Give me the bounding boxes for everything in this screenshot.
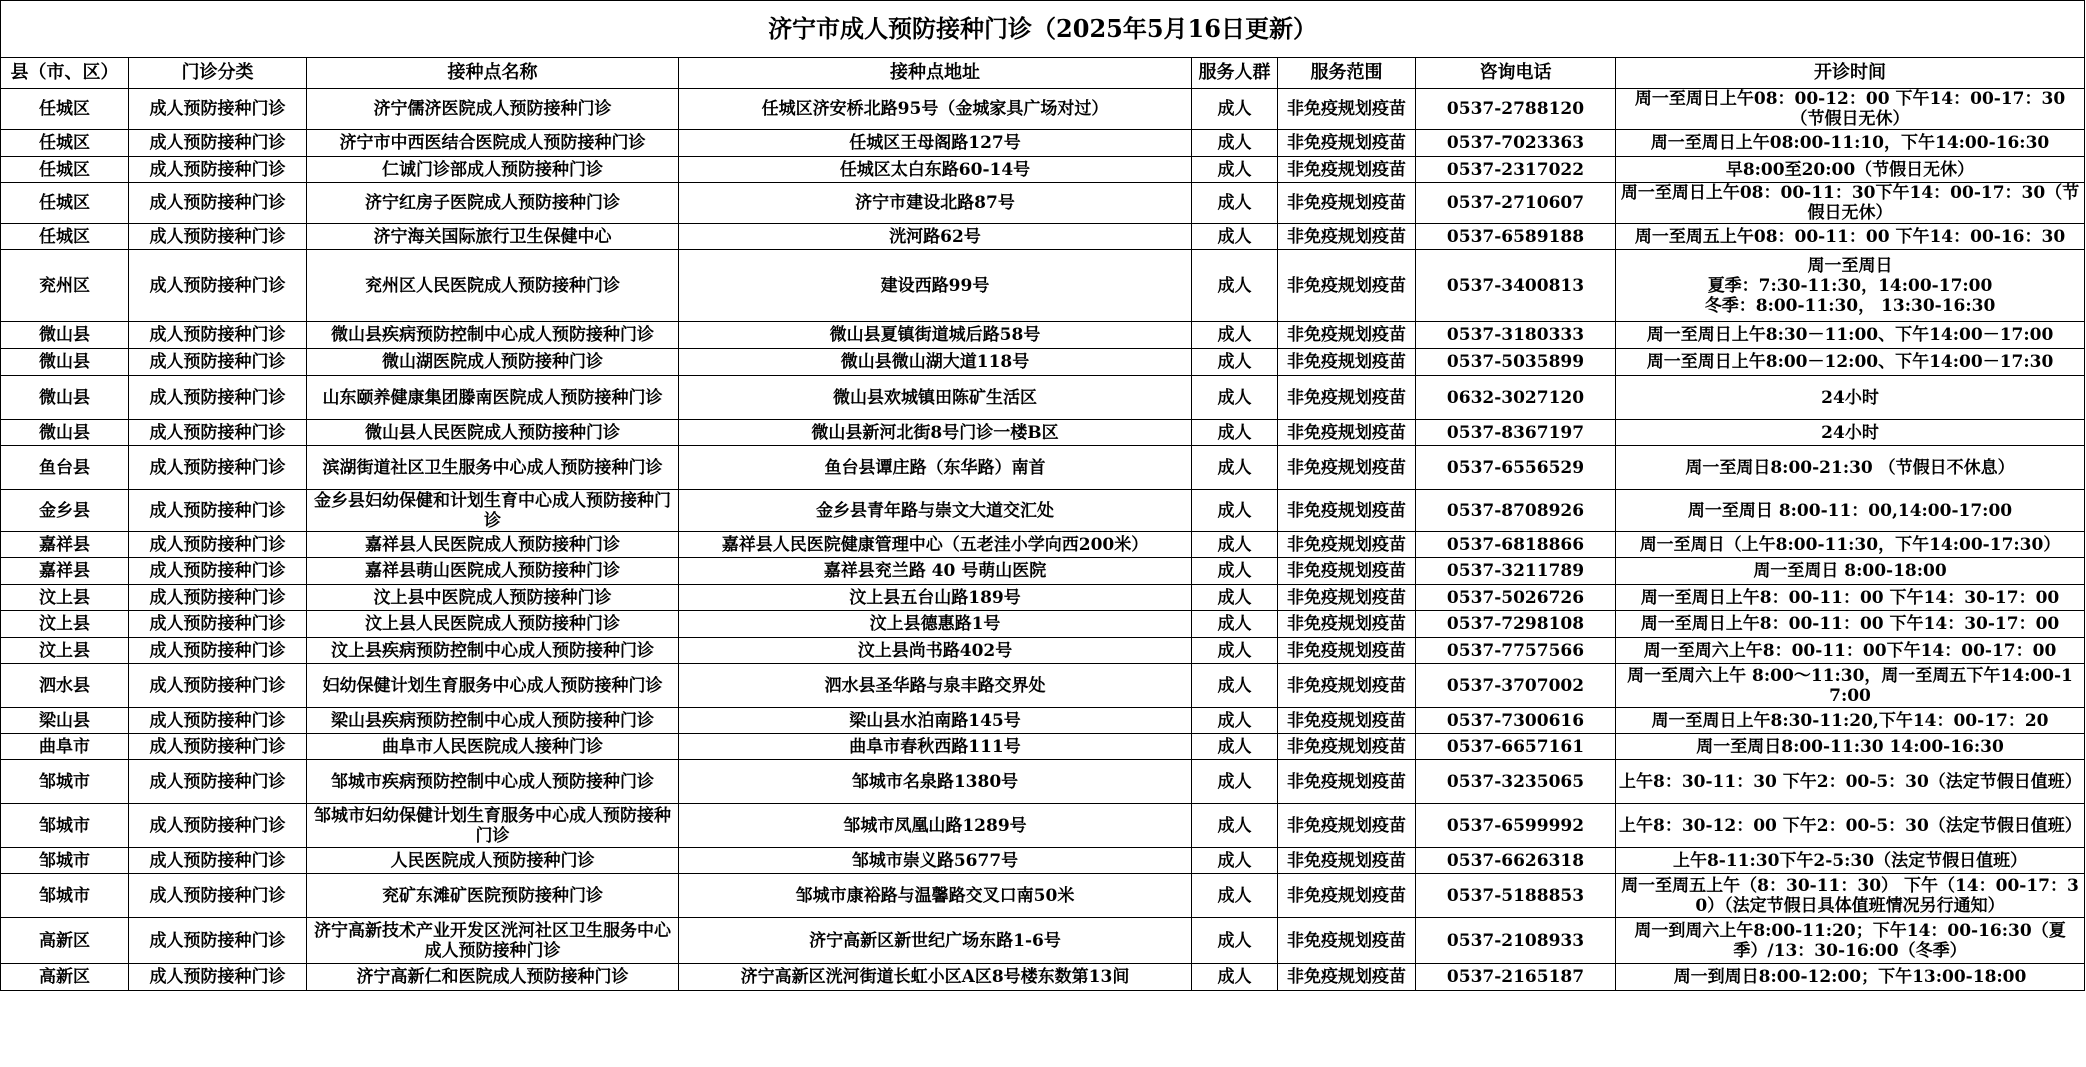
cell-site-name: 济宁儒济医院成人预防接种门诊 <box>307 89 679 130</box>
cell-phone: 0537-8367197 <box>1416 420 1616 446</box>
cell-site-address: 微山县新河北街8号门诊一楼B区 <box>679 420 1192 446</box>
cell-site-name: 金乡县妇幼保健和计划生育中心成人预防接种门诊 <box>307 490 679 532</box>
cell-county: 任城区 <box>1 130 129 157</box>
cell-clinic-type: 成人预防接种门诊 <box>129 376 307 420</box>
cell-service-scope: 非免疫规划疫苗 <box>1278 130 1416 157</box>
cell-clinic-type: 成人预防接种门诊 <box>129 848 307 874</box>
cell-county: 任城区 <box>1 157 129 183</box>
cell-clinic-type: 成人预防接种门诊 <box>129 760 307 804</box>
title-row <box>1 1 2085 58</box>
cell-hours: 周一至周日 夏季：7:30-11:30，14:00-17:00 冬季：8:00-11:30， 13:30-16:30 <box>1616 250 2085 322</box>
cell-service-scope: 非免疫规划疫苗 <box>1278 322 1416 349</box>
cell-service-scope: 非免疫规划疫苗 <box>1278 874 1416 918</box>
table-row <box>1 322 2085 349</box>
cell-site-address: 微山县欢城镇田陈矿生活区 <box>679 376 1192 420</box>
cell-county: 任城区 <box>1 89 129 130</box>
cell-phone: 0537-2710607 <box>1416 183 1616 224</box>
cell-site-name: 济宁红房子医院成人预防接种门诊 <box>307 183 679 224</box>
cell-target-group: 成人 <box>1192 558 1278 585</box>
cell-clinic-type: 成人预防接种门诊 <box>129 585 307 611</box>
cell-target-group: 成人 <box>1192 611 1278 638</box>
header-hours: 开诊时间 <box>1616 58 2085 89</box>
table-row <box>1 349 2085 376</box>
cell-site-address: 汶上县尚书路402号 <box>679 638 1192 664</box>
cell-county: 高新区 <box>1 964 129 991</box>
cell-phone: 0537-3400813 <box>1416 250 1616 322</box>
cell-site-name: 汶上县疾病预防控制中心成人预防接种门诊 <box>307 638 679 664</box>
cell-service-scope: 非免疫规划疫苗 <box>1278 918 1416 964</box>
cell-site-name: 济宁海关国际旅行卫生保健中心 <box>307 224 679 250</box>
table-row <box>1 708 2085 734</box>
cell-service-scope: 非免疫规划疫苗 <box>1278 585 1416 611</box>
cell-county: 任城区 <box>1 224 129 250</box>
cell-service-scope: 非免疫规划疫苗 <box>1278 349 1416 376</box>
cell-target-group: 成人 <box>1192 89 1278 130</box>
cell-county: 邹城市 <box>1 760 129 804</box>
cell-target-group: 成人 <box>1192 874 1278 918</box>
cell-county: 泗水县 <box>1 664 129 708</box>
page-title: 济宁市成人预防接种门诊（2025年5月16日更新） <box>1 1 2085 58</box>
cell-phone: 0537-7298108 <box>1416 611 1616 638</box>
cell-target-group: 成人 <box>1192 349 1278 376</box>
cell-site-address: 济宁市建设北路87号 <box>679 183 1192 224</box>
table-row <box>1 446 2085 490</box>
cell-site-name: 嘉祥县萌山医院成人预防接种门诊 <box>307 558 679 585</box>
cell-site-address: 任城区王母阁路127号 <box>679 130 1192 157</box>
cell-service-scope: 非免疫规划疫苗 <box>1278 183 1416 224</box>
cell-site-name: 曲阜市人民医院成人接种门诊 <box>307 734 679 760</box>
cell-clinic-type: 成人预防接种门诊 <box>129 322 307 349</box>
cell-clinic-type: 成人预防接种门诊 <box>129 130 307 157</box>
cell-phone: 0537-5188853 <box>1416 874 1616 918</box>
cell-hours: 周一至周日上午8：00-11：00 下午14：30-17：00 <box>1616 611 2085 638</box>
cell-site-name: 仁诚门诊部成人预防接种门诊 <box>307 157 679 183</box>
cell-phone: 0537-6556529 <box>1416 446 1616 490</box>
cell-hours: 早8:00至20:00（节假日无休） <box>1616 157 2085 183</box>
cell-service-scope: 非免疫规划疫苗 <box>1278 664 1416 708</box>
cell-county: 微山县 <box>1 349 129 376</box>
cell-hours: 上午8：30-11：30 下午2：00-5：30（法定节假日值班） <box>1616 760 2085 804</box>
cell-hours: 周一到周六上午8:00-11:20；下午14：00-16:30（夏季）/13：30-16:00（冬季） <box>1616 918 2085 964</box>
cell-hours: 周一至周五上午（8：30-11：30） 下午（14：00-17：30）（法定节假日具体值班情况另行通知） <box>1616 874 2085 918</box>
cell-clinic-type: 成人预防接种门诊 <box>129 664 307 708</box>
cell-county: 微山县 <box>1 420 129 446</box>
cell-hours: 周一至周日上午8:30－11:00、下午14:00－17:00 <box>1616 322 2085 349</box>
cell-clinic-type: 成人预防接种门诊 <box>129 420 307 446</box>
cell-county: 微山县 <box>1 376 129 420</box>
table-row <box>1 183 2085 224</box>
cell-site-address: 济宁高新区新世纪广场东路1-6号 <box>679 918 1192 964</box>
cell-county: 高新区 <box>1 918 129 964</box>
cell-hours: 周一至周日 8:00-18:00 <box>1616 558 2085 585</box>
cell-service-scope: 非免疫规划疫苗 <box>1278 638 1416 664</box>
cell-county: 任城区 <box>1 183 129 224</box>
cell-county: 曲阜市 <box>1 734 129 760</box>
cell-clinic-type: 成人预防接种门诊 <box>129 89 307 130</box>
cell-site-name: 邹城市疾病预防控制中心成人预防接种门诊 <box>307 760 679 804</box>
table-row <box>1 224 2085 250</box>
cell-site-address: 嘉祥县兖兰路 40 号萌山医院 <box>679 558 1192 585</box>
cell-service-scope: 非免疫规划疫苗 <box>1278 446 1416 490</box>
cell-target-group: 成人 <box>1192 638 1278 664</box>
cell-target-group: 成人 <box>1192 964 1278 991</box>
cell-phone: 0632-3027120 <box>1416 376 1616 420</box>
cell-clinic-type: 成人预防接种门诊 <box>129 964 307 991</box>
cell-hours: 周一至周六上午 8:00～11:30，周一至周五下午14:00-17:00 <box>1616 664 2085 708</box>
cell-phone: 0537-6657161 <box>1416 734 1616 760</box>
cell-clinic-type: 成人预防接种门诊 <box>129 708 307 734</box>
cell-county: 嘉祥县 <box>1 558 129 585</box>
cell-site-address: 洸河路62号 <box>679 224 1192 250</box>
cell-clinic-type: 成人预防接种门诊 <box>129 918 307 964</box>
cell-service-scope: 非免疫规划疫苗 <box>1278 964 1416 991</box>
cell-hours: 24小时 <box>1616 376 2085 420</box>
header-clinic-type: 门诊分类 <box>129 58 307 89</box>
cell-clinic-type: 成人预防接种门诊 <box>129 558 307 585</box>
cell-site-address: 汶上县德惠路1号 <box>679 611 1192 638</box>
table-row <box>1 532 2085 558</box>
cell-site-name: 人民医院成人预防接种门诊 <box>307 848 679 874</box>
cell-target-group: 成人 <box>1192 446 1278 490</box>
cell-phone: 0537-2788120 <box>1416 89 1616 130</box>
cell-hours: 上午8：30-12：00 下午2：00-5：30（法定节假日值班） <box>1616 804 2085 848</box>
cell-service-scope: 非免疫规划疫苗 <box>1278 558 1416 585</box>
cell-site-name: 微山湖医院成人预防接种门诊 <box>307 349 679 376</box>
header-phone: 咨询电话 <box>1416 58 1616 89</box>
table-row <box>1 490 2085 532</box>
cell-target-group: 成人 <box>1192 734 1278 760</box>
cell-site-address: 建设西路99号 <box>679 250 1192 322</box>
cell-service-scope: 非免疫规划疫苗 <box>1278 532 1416 558</box>
cell-site-name: 滨湖街道社区卫生服务中心成人预防接种门诊 <box>307 446 679 490</box>
cell-target-group: 成人 <box>1192 490 1278 532</box>
cell-hours: 周一至周六上午8：00-11：00下午14：00-17：00 <box>1616 638 2085 664</box>
cell-clinic-type: 成人预防接种门诊 <box>129 638 307 664</box>
cell-county: 兖州区 <box>1 250 129 322</box>
cell-phone: 0537-8708926 <box>1416 490 1616 532</box>
table-row <box>1 760 2085 804</box>
cell-site-address: 微山县夏镇街道城后路58号 <box>679 322 1192 349</box>
cell-hours: 周一至周日上午8:00－12:00、下午14:00－17:30 <box>1616 349 2085 376</box>
cell-clinic-type: 成人预防接种门诊 <box>129 446 307 490</box>
cell-county: 汶上县 <box>1 638 129 664</box>
cell-county: 汶上县 <box>1 585 129 611</box>
cell-clinic-type: 成人预防接种门诊 <box>129 611 307 638</box>
cell-hours: 周一至周日 8:00-11：00,14:00-17:00 <box>1616 490 2085 532</box>
cell-phone: 0537-3180333 <box>1416 322 1616 349</box>
cell-phone: 0537-5026726 <box>1416 585 1616 611</box>
cell-service-scope: 非免疫规划疫苗 <box>1278 611 1416 638</box>
cell-hours: 周一至周日（上午8:00-11:30，下午14:00-17:30） <box>1616 532 2085 558</box>
table-row <box>1 89 2085 130</box>
table-row <box>1 874 2085 918</box>
cell-phone: 0537-3707002 <box>1416 664 1616 708</box>
cell-site-name: 济宁高新技术产业开发区洸河社区卫生服务中心成人预防接种门诊 <box>307 918 679 964</box>
table-row <box>1 558 2085 585</box>
cell-clinic-type: 成人预防接种门诊 <box>129 734 307 760</box>
header-site-name: 接种点名称 <box>307 58 679 89</box>
table-row <box>1 804 2085 848</box>
table-row <box>1 664 2085 708</box>
cell-site-name: 兖州区人民医院成人预防接种门诊 <box>307 250 679 322</box>
cell-site-name: 汶上县中医院成人预防接种门诊 <box>307 585 679 611</box>
cell-clinic-type: 成人预防接种门诊 <box>129 874 307 918</box>
cell-service-scope: 非免疫规划疫苗 <box>1278 224 1416 250</box>
cell-hours: 周一至周日8:00-21:30 （节假日不休息） <box>1616 446 2085 490</box>
cell-phone: 0537-3235065 <box>1416 760 1616 804</box>
cell-county: 嘉祥县 <box>1 532 129 558</box>
cell-target-group: 成人 <box>1192 664 1278 708</box>
table-row <box>1 848 2085 874</box>
cell-site-address: 梁山县水泊南路145号 <box>679 708 1192 734</box>
cell-hours: 周一到周日8:00-12:00；下午13:00-18:00 <box>1616 964 2085 991</box>
cell-target-group: 成人 <box>1192 157 1278 183</box>
cell-site-address: 鱼台县谭庄路（东华路）南首 <box>679 446 1192 490</box>
cell-phone: 0537-7023363 <box>1416 130 1616 157</box>
cell-site-name: 嘉祥县人民医院成人预防接种门诊 <box>307 532 679 558</box>
table-row <box>1 611 2085 638</box>
table-row <box>1 585 2085 611</box>
table-row <box>1 734 2085 760</box>
cell-phone: 0537-2165187 <box>1416 964 1616 991</box>
cell-service-scope: 非免疫规划疫苗 <box>1278 848 1416 874</box>
cell-target-group: 成人 <box>1192 250 1278 322</box>
cell-clinic-type: 成人预防接种门诊 <box>129 490 307 532</box>
cell-site-name: 济宁市中西医结合医院成人预防接种门诊 <box>307 130 679 157</box>
cell-hours: 周一至周日上午8：00-11：00 下午14：30-17：00 <box>1616 585 2085 611</box>
cell-target-group: 成人 <box>1192 183 1278 224</box>
cell-county: 金乡县 <box>1 490 129 532</box>
cell-county: 微山县 <box>1 322 129 349</box>
cell-target-group: 成人 <box>1192 760 1278 804</box>
cell-service-scope: 非免疫规划疫苗 <box>1278 250 1416 322</box>
header-target-group: 服务人群 <box>1192 58 1278 89</box>
cell-phone: 0537-5035899 <box>1416 349 1616 376</box>
cell-site-address: 汶上县五台山路189号 <box>679 585 1192 611</box>
cell-county: 邹城市 <box>1 874 129 918</box>
cell-hours: 周一至周日上午8:30-11:20,下午14：00-17：20 <box>1616 708 2085 734</box>
cell-site-address: 邹城市崇义路5677号 <box>679 848 1192 874</box>
cell-clinic-type: 成人预防接种门诊 <box>129 183 307 224</box>
cell-target-group: 成人 <box>1192 420 1278 446</box>
cell-clinic-type: 成人预防接种门诊 <box>129 224 307 250</box>
cell-hours: 周一至周日上午08：00-12：00 下午14：00-17：30（节假日无休） <box>1616 89 2085 130</box>
cell-site-address: 邹城市名泉路1380号 <box>679 760 1192 804</box>
cell-hours: 周一至周日8:00-11:30 14:00-16:30 <box>1616 734 2085 760</box>
cell-target-group: 成人 <box>1192 376 1278 420</box>
cell-phone: 0537-2317022 <box>1416 157 1616 183</box>
cell-service-scope: 非免疫规划疫苗 <box>1278 490 1416 532</box>
cell-site-address: 邹城市凤凰山路1289号 <box>679 804 1192 848</box>
cell-clinic-type: 成人预防接种门诊 <box>129 349 307 376</box>
cell-hours: 周一至周五上午08：00-11：00 下午14：00-16：30 <box>1616 224 2085 250</box>
cell-phone: 0537-6626318 <box>1416 848 1616 874</box>
table-row <box>1 420 2085 446</box>
cell-hours: 周一至周日上午08:00-11:10，下午14:00-16:30 <box>1616 130 2085 157</box>
cell-site-address: 曲阜市春秋西路111号 <box>679 734 1192 760</box>
cell-phone: 0537-3211789 <box>1416 558 1616 585</box>
cell-phone: 0537-7300616 <box>1416 708 1616 734</box>
table-row <box>1 964 2085 991</box>
cell-site-address: 邹城市康裕路与温馨路交叉口南50米 <box>679 874 1192 918</box>
header-county: 县（市、区） <box>1 58 129 89</box>
cell-target-group: 成人 <box>1192 585 1278 611</box>
cell-county: 邹城市 <box>1 848 129 874</box>
cell-site-name: 微山县疾病预防控制中心成人预防接种门诊 <box>307 322 679 349</box>
cell-hours: 24小时 <box>1616 420 2085 446</box>
cell-site-address: 任城区济安桥北路95号（金城家具广场对过） <box>679 89 1192 130</box>
table-row <box>1 157 2085 183</box>
cell-county: 梁山县 <box>1 708 129 734</box>
cell-phone: 0537-6589188 <box>1416 224 1616 250</box>
cell-site-name: 梁山县疾病预防控制中心成人预防接种门诊 <box>307 708 679 734</box>
cell-target-group: 成人 <box>1192 224 1278 250</box>
cell-hours: 上午8-11:30下午2-5:30（法定节假日值班） <box>1616 848 2085 874</box>
cell-service-scope: 非免疫规划疫苗 <box>1278 89 1416 130</box>
cell-service-scope: 非免疫规划疫苗 <box>1278 420 1416 446</box>
cell-clinic-type: 成人预防接种门诊 <box>129 804 307 848</box>
cell-county: 汶上县 <box>1 611 129 638</box>
cell-site-name: 济宁高新仁和医院成人预防接种门诊 <box>307 964 679 991</box>
cell-site-address: 泗水县圣华路与泉丰路交界处 <box>679 664 1192 708</box>
cell-service-scope: 非免疫规划疫苗 <box>1278 804 1416 848</box>
cell-phone: 0537-2108933 <box>1416 918 1616 964</box>
cell-clinic-type: 成人预防接种门诊 <box>129 157 307 183</box>
cell-site-name: 汶上县人民医院成人预防接种门诊 <box>307 611 679 638</box>
cell-service-scope: 非免疫规划疫苗 <box>1278 157 1416 183</box>
cell-target-group: 成人 <box>1192 322 1278 349</box>
table-row <box>1 638 2085 664</box>
cell-county: 鱼台县 <box>1 446 129 490</box>
cell-target-group: 成人 <box>1192 130 1278 157</box>
table-row <box>1 376 2085 420</box>
header-row <box>1 58 2085 89</box>
cell-site-name: 兖矿东滩矿医院预防接种门诊 <box>307 874 679 918</box>
cell-phone: 0537-6599992 <box>1416 804 1616 848</box>
cell-service-scope: 非免疫规划疫苗 <box>1278 376 1416 420</box>
table-row <box>1 130 2085 157</box>
table-row <box>1 250 2085 322</box>
cell-service-scope: 非免疫规划疫苗 <box>1278 734 1416 760</box>
header-service-scope: 服务范围 <box>1278 58 1416 89</box>
cell-hours: 周一至周日上午08：00-11：30下午14：00-17：30（节假日无休） <box>1616 183 2085 224</box>
cell-site-address: 任城区太白东路60-14号 <box>679 157 1192 183</box>
cell-clinic-type: 成人预防接种门诊 <box>129 532 307 558</box>
cell-county: 邹城市 <box>1 804 129 848</box>
cell-service-scope: 非免疫规划疫苗 <box>1278 760 1416 804</box>
header-site-address: 接种点地址 <box>679 58 1192 89</box>
cell-target-group: 成人 <box>1192 918 1278 964</box>
cell-phone: 0537-6818866 <box>1416 532 1616 558</box>
table-row <box>1 918 2085 964</box>
cell-target-group: 成人 <box>1192 848 1278 874</box>
cell-target-group: 成人 <box>1192 804 1278 848</box>
cell-service-scope: 非免疫规划疫苗 <box>1278 708 1416 734</box>
cell-phone: 0537-7757566 <box>1416 638 1616 664</box>
cell-site-address: 嘉祥县人民医院健康管理中心（五老洼小学向西200米） <box>679 532 1192 558</box>
cell-target-group: 成人 <box>1192 708 1278 734</box>
cell-target-group: 成人 <box>1192 532 1278 558</box>
cell-site-name: 微山县人民医院成人预防接种门诊 <box>307 420 679 446</box>
cell-site-name: 邹城市妇幼保健计划生育服务中心成人预防接种门诊 <box>307 804 679 848</box>
cell-site-name: 妇幼保健计划生育服务中心成人预防接种门诊 <box>307 664 679 708</box>
cell-clinic-type: 成人预防接种门诊 <box>129 250 307 322</box>
cell-site-address: 微山县微山湖大道118号 <box>679 349 1192 376</box>
cell-site-name: 山东颐养健康集团滕南医院成人预防接种门诊 <box>307 376 679 420</box>
cell-site-address: 金乡县青年路与崇文大道交汇处 <box>679 490 1192 532</box>
cell-site-address: 济宁高新区洸河街道长虹小区A区8号楼东数第13间 <box>679 964 1192 991</box>
